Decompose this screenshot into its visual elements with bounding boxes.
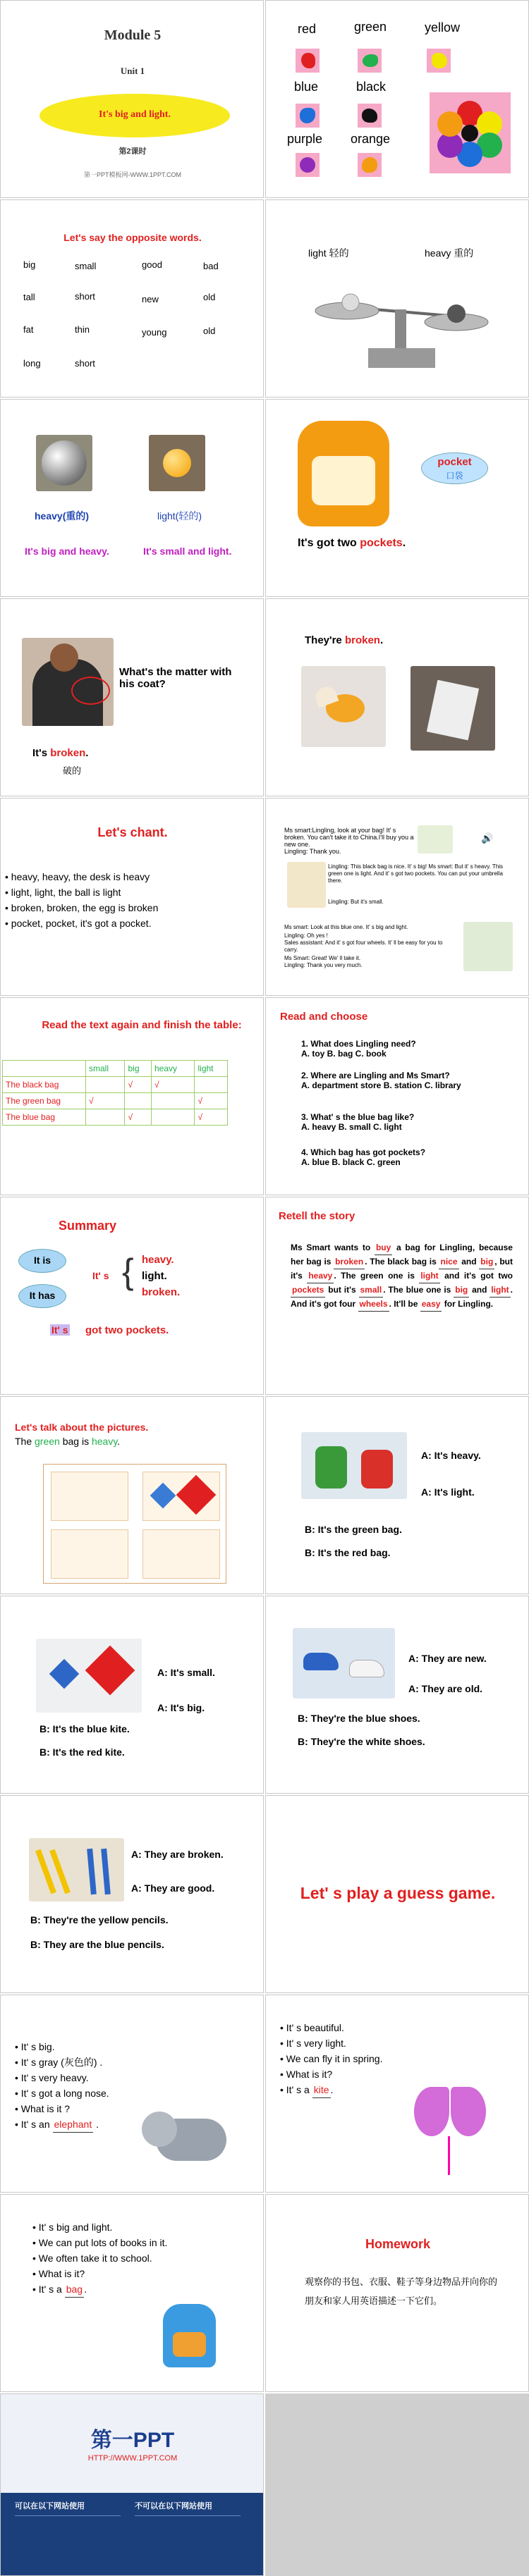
chant-list <box>5 869 158 931</box>
slide-20-guess <box>265 1795 529 1993</box>
clue-text: We can fly it in spring. <box>286 2053 383 2064</box>
retell-text: . And it's got four <box>291 1285 513 1309</box>
heading: Let's chant. <box>97 825 168 839</box>
retell-blank: wheels <box>358 1298 389 1312</box>
b2: B: They're the white shoes. <box>298 1736 425 1747</box>
speaker-icon[interactable]: 🔊 <box>481 832 494 844</box>
clue-list <box>15 2039 109 2133</box>
table-cell: √ <box>86 1093 125 1109</box>
question-options: A. department store B. station C. library <box>301 1080 461 1090</box>
col-header: light <box>195 1061 228 1077</box>
question-options: A. heavy B. small C. light <box>301 1122 402 1132</box>
balance-scale-icon <box>305 267 502 373</box>
dialogue-6: Lingling: Oh yes ! <box>284 932 328 939</box>
col-header: heavy <box>151 1061 195 1077</box>
green-bag-icon <box>315 1446 347 1489</box>
red-bag-icon <box>361 1450 393 1489</box>
red-swatch <box>296 49 320 73</box>
clue <box>15 2101 109 2116</box>
answer-broken: broken <box>50 747 86 759</box>
clue-text: What is it? <box>286 2069 333 2080</box>
slide-16-bags <box>265 1396 529 1594</box>
heading: Let's say the opposite words. <box>63 232 202 243</box>
yellow-swatch <box>427 49 451 73</box>
answer-pre: It' s a <box>286 2084 312 2095</box>
comic-panel-3 <box>463 922 513 971</box>
word-light: light. <box>142 1270 167 1282</box>
color-black: black <box>356 80 387 94</box>
sentence-light: It's small and light. <box>143 546 232 557</box>
retell-text: a bag for Lingling, because her bag is <box>291 1243 513 1267</box>
red-kite-icon <box>85 1646 135 1696</box>
slide-17-kites <box>0 1596 264 1794</box>
homework-text: 观察你的书包、衣服、鞋子等身边物品并向你的朋友和家人用英语描述一下它们。 <box>305 2276 498 2306</box>
blue-blob-icon <box>300 108 315 123</box>
question-text: 2. Where are Lingling and Ms Smart? <box>301 1071 450 1080</box>
a2: A: They are good. <box>131 1882 215 1894</box>
blue-pencil-icon <box>101 1849 111 1894</box>
blue-shoe-icon <box>303 1653 339 1670</box>
divider <box>135 2515 241 2516</box>
retell-blank: light <box>419 1269 439 1283</box>
elephant-icon <box>142 2104 248 2175</box>
table-cell: √ <box>125 1077 152 1093</box>
slide-18-shoes <box>265 1596 529 1794</box>
retell-text: but it's <box>325 1285 359 1295</box>
question-2 <box>301 1071 513 1090</box>
col-header: small <box>86 1061 125 1077</box>
heading: Read the text again and finish the table: <box>42 1019 242 1031</box>
clue <box>15 2070 109 2085</box>
dialogue-4: Lingling: But it's small. <box>328 899 384 905</box>
allowed-title: 可以在以下网站使用 <box>15 2502 85 2510</box>
sentence-post: . <box>402 537 406 549</box>
slide-24-homework <box>265 2194 529 2392</box>
clue <box>32 2235 167 2250</box>
a1: A: They are broken. <box>131 1849 224 1860</box>
color-red: red <box>298 22 317 36</box>
word-broken: broken. <box>142 1286 181 1298</box>
a2: A: They are old. <box>408 1683 483 1694</box>
table-cell <box>151 1093 195 1109</box>
picture-grid <box>43 1464 226 1584</box>
clue-text: What is it? <box>38 2268 85 2279</box>
question-text: 3. What' s the blue bag like? <box>301 1112 415 1122</box>
sentence-pre: The <box>15 1436 35 1447</box>
slide-21-elephant <box>0 1995 264 2193</box>
clue <box>280 2051 382 2066</box>
slide-11-table <box>0 997 264 1195</box>
clue <box>15 2039 109 2054</box>
blue-pencil-icon <box>87 1849 97 1894</box>
banner-text: It's big and light. <box>99 109 171 120</box>
slide-4-scale <box>265 199 529 398</box>
clue-text: It' s got a long nose. <box>20 2088 109 2099</box>
clue-text: We can put lots of books in it. <box>38 2237 168 2248</box>
word: thin <box>75 324 90 335</box>
sentence-pockets: pockets <box>360 537 403 549</box>
blue-kite-icon <box>49 1659 79 1689</box>
slide-22-kite <box>265 1995 529 2193</box>
red-kite-icon <box>176 1475 217 1515</box>
b1: B: It's the blue kite. <box>39 1723 130 1734</box>
broken-egg-photo <box>301 666 386 747</box>
clue-text: It' s gray (灰色的) . <box>20 2057 103 2068</box>
retell-blank: heavy <box>307 1269 334 1283</box>
table-corner <box>3 1061 86 1077</box>
answer-pre: It's <box>32 747 51 759</box>
yellow-blob-icon <box>432 53 447 68</box>
answer-post: . <box>330 2084 334 2095</box>
word: big <box>23 259 36 270</box>
word: short <box>75 358 95 369</box>
clue <box>15 2054 109 2070</box>
title-broken: broken <box>344 634 380 646</box>
answer: kite <box>312 2082 331 2098</box>
dialogue-2: Lingling: Thank you. <box>284 848 341 855</box>
slide-3-opposites <box>0 199 264 398</box>
heavy-label: heavy 重的 <box>425 247 474 259</box>
answer-post: . <box>85 747 89 759</box>
color-green: green <box>354 20 387 34</box>
word: young <box>142 327 167 338</box>
period: 第2课时 <box>118 147 147 156</box>
title <box>305 634 383 646</box>
black-swatch <box>358 104 382 128</box>
ping-pong-photo <box>149 435 205 491</box>
man-coat-photo <box>22 638 114 726</box>
retell-blank: easy <box>420 1298 442 1312</box>
row-label: The blue bag <box>3 1109 86 1126</box>
school-bag-icon <box>163 2304 216 2367</box>
table-header-row <box>3 1061 228 1077</box>
clue-list <box>280 2020 382 2098</box>
clue <box>32 2219 167 2235</box>
retell-paragraph <box>291 1241 513 1312</box>
blue-kite-icon <box>150 1483 176 1509</box>
forbidden-title: 不可以在以下网站使用 <box>135 2502 212 2510</box>
retell-blank: broken <box>334 1255 365 1269</box>
retell-text: Ms Smart wants to <box>291 1243 375 1252</box>
title-pre: They're <box>305 634 345 646</box>
light-word: light(轻的) <box>157 510 202 522</box>
slide-14-retell <box>265 1197 529 1395</box>
clue <box>15 2085 109 2101</box>
word-heavy: heavy. <box>142 1254 174 1266</box>
table-row <box>3 1109 228 1126</box>
a1: A: It's small. <box>157 1667 215 1678</box>
title: Module 5 <box>104 27 162 43</box>
b1: B: They're the blue shoes. <box>298 1713 420 1724</box>
metal-ball-icon <box>42 440 87 486</box>
question-1 <box>301 1039 513 1059</box>
question-options: A. blue B. black C. green <box>301 1157 401 1167</box>
a1: A: It's heavy. <box>421 1450 481 1461</box>
got-two-pockets: got two pockets. <box>85 1324 169 1336</box>
retell-blank: pockets <box>291 1283 325 1298</box>
slide-5-heavy-light <box>0 399 264 597</box>
question-3 <box>301 1112 513 1132</box>
dialogue-8: Ms Smart: Great! We' ll take it. <box>284 955 361 961</box>
shoes-photo <box>293 1628 395 1699</box>
question-text: 1. What does Lingling need? <box>301 1039 416 1049</box>
bag-table <box>2 1060 228 1126</box>
clue <box>32 2266 167 2281</box>
table-cell <box>151 1109 195 1126</box>
chant-line: • pocket, pocket, it's got a pocket. <box>5 916 158 931</box>
retell-text: for Lingling. <box>442 1299 494 1309</box>
backpack-icon <box>298 421 389 526</box>
table-cell <box>86 1077 125 1093</box>
answer-pre: It' s a <box>38 2284 65 2295</box>
color-purple: purple <box>287 132 323 146</box>
sentence <box>298 537 406 550</box>
dialogue-1: Ms smart:Lingling, look at your bag! It' s broken. You can't take it to China.I'll buy you a new one. <box>284 827 414 848</box>
kites-photo <box>36 1639 142 1713</box>
elephant-head <box>142 2112 177 2147</box>
clue <box>280 2082 382 2098</box>
clue <box>32 2250 167 2266</box>
table-cell: √ <box>151 1077 195 1093</box>
table-cell <box>195 1077 228 1093</box>
retell-text: . The green one is <box>334 1271 420 1281</box>
clue <box>280 2020 382 2035</box>
kites-picture <box>142 1472 220 1521</box>
question-4 <box>301 1147 513 1167</box>
tear-highlight <box>71 677 110 705</box>
shoes-picture <box>51 1529 128 1579</box>
retell-blank: buy <box>375 1241 392 1255</box>
b2: B: It's the red bag. <box>305 1547 391 1558</box>
slide-13-summary <box>0 1197 264 1395</box>
word: short <box>75 291 95 302</box>
school-bag-pocket <box>173 2332 206 2357</box>
table-row <box>3 1077 228 1093</box>
footer: 第一PPT模板网-WWW.1PPT.COM <box>84 171 181 178</box>
green-blob-icon <box>363 54 378 67</box>
color-wheel-icon <box>430 92 511 173</box>
heavy-word: heavy(重的) <box>35 510 90 522</box>
a2: A: It's big. <box>157 1702 205 1713</box>
b2: B: They are the blue pencils. <box>30 1939 164 1950</box>
word: tall <box>23 292 35 302</box>
answer: elephant <box>53 2116 94 2133</box>
sentence-pre: It's got two <box>298 537 360 549</box>
slide-15-talk <box>0 1396 264 1594</box>
brand-logo: 第一PPT <box>90 2429 175 2452</box>
bags-photo <box>301 1432 407 1499</box>
brand-url[interactable]: HTTP://WWW.1PPT.COM <box>87 2454 178 2463</box>
b2: B: It's the red kite. <box>39 1746 125 1758</box>
ping-pong-ball-icon <box>163 449 191 477</box>
row-label: The green bag <box>3 1093 86 1109</box>
retell-text: and <box>458 1257 480 1267</box>
sentence <box>15 1436 120 1447</box>
kite-wing-right <box>451 2087 486 2136</box>
slide-12-read-choose <box>265 997 529 1195</box>
word: old <box>203 326 216 336</box>
clue-text: It' s big and light. <box>38 2221 113 2233</box>
sentence-green: green <box>35 1436 60 1447</box>
table-cell: √ <box>195 1093 228 1109</box>
its: It' s <box>92 1270 109 1281</box>
red-blob-icon <box>301 53 315 68</box>
retell-blank: small <box>359 1283 384 1298</box>
empty-slot <box>265 2393 529 2576</box>
table-cell <box>86 1109 125 1126</box>
word: fat <box>23 324 34 335</box>
title-post: . <box>379 634 384 646</box>
pencils-picture <box>142 1529 220 1579</box>
dialogue-5: Ms smart: Look at this blue one. It' s big and light. <box>284 924 408 930</box>
heading: Read and choose <box>280 1011 368 1023</box>
clue <box>32 2281 167 2298</box>
answer-post: . <box>84 2284 87 2295</box>
green-swatch <box>358 49 382 73</box>
word: bad <box>203 261 219 271</box>
slide-6-pocket <box>265 399 529 597</box>
heading: Let's talk about the pictures. <box>15 1422 149 1433</box>
clue-text: It' s big. <box>20 2041 55 2052</box>
white-shoe-icon <box>349 1660 384 1677</box>
slide-7-coat <box>0 598 264 796</box>
clue-text: It' s beautiful. <box>286 2022 344 2033</box>
dialogue-7: Sales assistant: And it' s got four wheels. It' ll be easy for you to carry. <box>284 939 443 953</box>
light-label: light 轻的 <box>308 247 349 259</box>
word: small <box>75 261 97 271</box>
heading: Homework <box>365 2237 431 2251</box>
col-header: big <box>125 1061 152 1077</box>
clue-list <box>32 2219 167 2298</box>
question-options: A. toy B. bag C. book <box>301 1049 387 1059</box>
color-wheel-card <box>430 92 511 173</box>
word: old <box>203 292 216 302</box>
clue-text: We often take it to school. <box>38 2253 152 2264</box>
word: long <box>23 358 41 369</box>
table-cell: √ <box>125 1109 152 1126</box>
answer: bag <box>65 2281 84 2298</box>
comic-panel-2 <box>287 862 326 908</box>
metal-ball-photo <box>36 435 92 491</box>
bubble-word: pocket <box>437 456 472 468</box>
heading: Retell the story <box>279 1210 355 1222</box>
clue <box>280 2035 382 2051</box>
purple-blob-icon <box>300 157 315 173</box>
question-text: 4. Which bag has got pockets? <box>301 1147 426 1157</box>
table-cell: √ <box>195 1109 228 1126</box>
purple-swatch <box>296 153 320 177</box>
chant-line: • light, light, the ball is light <box>5 885 158 900</box>
orange-blob-icon <box>362 157 377 173</box>
slide-25-brand <box>0 2393 264 2576</box>
clue-text: It' s very light. <box>286 2038 346 2049</box>
word: good <box>142 259 162 270</box>
clue <box>280 2066 382 2082</box>
it-is: It is <box>33 1255 51 1266</box>
broken-box-icon <box>427 680 479 741</box>
clue <box>15 2116 109 2133</box>
head-shape <box>50 643 78 672</box>
slide-9-chant <box>0 798 264 996</box>
broken-box-photo <box>411 666 495 751</box>
bags-picture <box>51 1472 128 1521</box>
sentence-heavy: heavy <box>91 1436 118 1447</box>
chant-line: • broken, broken, the egg is broken <box>5 900 158 916</box>
a1: A: They are new. <box>408 1653 487 1664</box>
retell-blank: light <box>490 1283 510 1298</box>
slide-1-title <box>0 0 264 198</box>
dialogue-9: Lingling: Thank you very much. <box>284 962 363 968</box>
retell-text: . The blue one is <box>383 1285 454 1295</box>
heading: Summary <box>59 1219 117 1233</box>
bubble-cn: 口袋 <box>446 471 463 481</box>
black-blob-icon <box>362 109 377 123</box>
brace: { <box>122 1252 134 1291</box>
clue-text: It' s very heavy. <box>20 2072 89 2083</box>
slide-23-bag <box>0 2194 264 2392</box>
retell-blank: big <box>454 1283 469 1298</box>
color-orange: orange <box>351 132 391 146</box>
sentence-mid: bag is <box>59 1436 92 1447</box>
retell-text: , but it's <box>291 1257 513 1281</box>
retell-text: and it's got two <box>439 1271 513 1281</box>
dialogue-3: Lingling: This black bag is nice. It' s big! Ms smart: But it' s heavy. This green one is light. And it' s got two pockets. You can put your umbrella there. <box>328 863 504 884</box>
retell-blank: nice <box>439 1255 458 1269</box>
its-2: It' s <box>51 1324 68 1336</box>
blue-swatch <box>296 104 320 128</box>
orange-swatch <box>358 153 382 177</box>
slide-2-colors <box>265 0 529 198</box>
slide-8-broken <box>265 598 529 796</box>
chant-line: • heavy, heavy, the desk is heavy <box>5 869 158 885</box>
slide-10-dialogue <box>265 798 529 996</box>
clue-text: What is it ? <box>20 2103 71 2114</box>
word: new <box>142 294 159 304</box>
retell-text: . The black bag is <box>365 1257 439 1267</box>
it-has: It has <box>29 1290 56 1301</box>
a2: A: It's light. <box>421 1486 475 1498</box>
answer-post: . <box>93 2119 99 2130</box>
comic-panel-1 <box>418 825 453 853</box>
b1: B: They're the yellow pencils. <box>30 1914 169 1925</box>
backpack-front-pocket <box>312 456 375 505</box>
row-label: The black bag <box>3 1077 86 1093</box>
slide-19-pencils <box>0 1795 264 1993</box>
divider <box>15 2515 121 2516</box>
kite-wing-left <box>414 2087 449 2136</box>
retell-text: . It'll be <box>389 1299 420 1309</box>
table-row <box>3 1093 228 1109</box>
sentence-post: . <box>117 1436 121 1447</box>
color-blue: blue <box>294 80 319 94</box>
color-yellow: yellow <box>425 20 461 35</box>
answer-pre: It' s an <box>20 2119 53 2130</box>
question: What's the matter with his coat? <box>119 666 232 690</box>
b1: B: It's the green bag. <box>305 1524 402 1535</box>
retell-blank: big <box>479 1255 494 1269</box>
pencils-photo <box>29 1838 124 1902</box>
answer-cn: 破的 <box>63 765 82 776</box>
unit: Unit 1 <box>120 66 145 76</box>
retell-text: and <box>469 1285 490 1295</box>
answer <box>32 747 88 759</box>
kite-tail <box>448 2136 450 2175</box>
butterfly-kite-icon <box>407 2080 492 2178</box>
title: Let' s play a guess game. <box>300 1884 496 1902</box>
sentence-heavy: It's big and heavy. <box>25 546 109 557</box>
table-cell <box>125 1093 152 1109</box>
